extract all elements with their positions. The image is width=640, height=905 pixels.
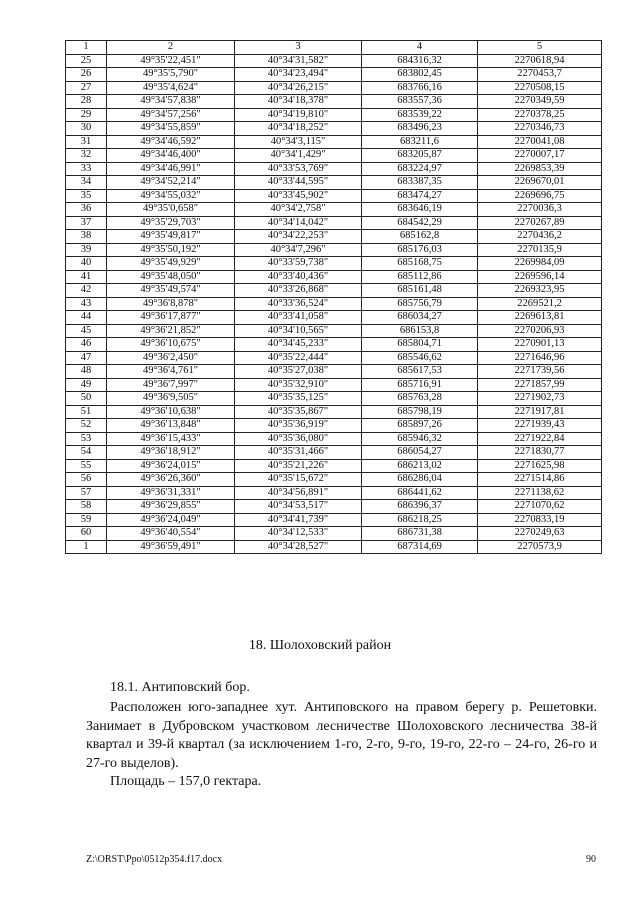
table-row	[66, 95, 602, 109]
table-cell: 34	[66, 176, 107, 190]
table-cell: 49°36'4,761"	[107, 365, 235, 379]
table-cell: 684542,29	[362, 216, 478, 230]
table-cell: 2271625,98	[478, 459, 602, 473]
table-row	[66, 365, 602, 379]
table-cell: 685804,71	[362, 338, 478, 352]
table-cell: 40°35'36,919"	[235, 419, 362, 433]
table-row	[66, 176, 602, 190]
table-cell: 49°34'55,859"	[107, 122, 235, 136]
table-row	[66, 297, 602, 311]
table-cell: 54	[66, 446, 107, 460]
table-cell: 49°36'29,855"	[107, 500, 235, 514]
table-cell: 685161,48	[362, 284, 478, 298]
table-cell: 686034,27	[362, 311, 478, 325]
table-cell: 686441,62	[362, 486, 478, 500]
table-cell: 2270206,93	[478, 324, 602, 338]
table-cell: 2269696,75	[478, 189, 602, 203]
table-cell: 49°34'52,214"	[107, 176, 235, 190]
table-row	[66, 257, 602, 271]
table-row	[66, 473, 602, 487]
table-cell: 40°35'32,910"	[235, 378, 362, 392]
table-cell: 55	[66, 459, 107, 473]
table-cell: 40°35'35,125"	[235, 392, 362, 406]
table-cell: 40°35'27,038"	[235, 365, 362, 379]
table-cell: 27	[66, 81, 107, 95]
table-row	[66, 311, 602, 325]
table-cell: 49°36'9,505"	[107, 392, 235, 406]
table-cell: 2271917,81	[478, 405, 602, 419]
table-cell: 26	[66, 68, 107, 82]
table-cell: 49°36'40,554"	[107, 527, 235, 541]
table-cell: 49°35'49,929"	[107, 257, 235, 271]
table-cell: 686054,27	[362, 446, 478, 460]
table-cell: 49°36'24,015"	[107, 459, 235, 473]
table-cell: 40°34'3,115"	[235, 135, 362, 149]
table-cell: 683474,27	[362, 189, 478, 203]
table-cell: 40°33'40,436"	[235, 270, 362, 284]
subsection-title: 18.1. Антиповский бор.	[110, 680, 250, 695]
table-cell: 683646,19	[362, 203, 478, 217]
table-cell: 40°34'41,739"	[235, 513, 362, 527]
table-cell: 40°33'44,595"	[235, 176, 362, 190]
table-cell: 2269596,14	[478, 270, 602, 284]
table-cell: 2270901,13	[478, 338, 602, 352]
table-cell: 25	[66, 54, 107, 68]
table-cell: 40°33'53,769"	[235, 162, 362, 176]
table-cell: 49°35'48,050"	[107, 270, 235, 284]
table-cell: 40°34'45,233"	[235, 338, 362, 352]
table-cell: 2269521,2	[478, 297, 602, 311]
table-cell: 40°34'56,891"	[235, 486, 362, 500]
table-cell: 40°34'23,494"	[235, 68, 362, 82]
table-cell: 40°34'31,582"	[235, 54, 362, 68]
table-cell: 56	[66, 473, 107, 487]
area-text: Площадь – 157,0 гектара.	[110, 774, 262, 789]
table-row	[66, 446, 602, 460]
table-cell: 686731,38	[362, 527, 478, 541]
table-cell: 683766,16	[362, 81, 478, 95]
table-cell: 49°36'31,331"	[107, 486, 235, 500]
table-cell: 49°35'29,703"	[107, 216, 235, 230]
table-cell: 2270508,15	[478, 81, 602, 95]
table-cell: 58	[66, 500, 107, 514]
table-row	[66, 203, 602, 217]
table-cell: 53	[66, 432, 107, 446]
table-cell: 40°34'28,527"	[235, 540, 362, 554]
header-cell-4: 4	[362, 41, 478, 55]
table-cell: 40°34'53,517"	[235, 500, 362, 514]
table-cell: 2270036,3	[478, 203, 602, 217]
table-cell: 38	[66, 230, 107, 244]
table-cell: 685763,28	[362, 392, 478, 406]
table-cell: 2271902,73	[478, 392, 602, 406]
table-cell: 686153,8	[362, 324, 478, 338]
table-cell: 49°36'13,848"	[107, 419, 235, 433]
table-cell: 49°36'26,360"	[107, 473, 235, 487]
table-cell: 684316,32	[362, 54, 478, 68]
table-cell: 40°34'22,253"	[235, 230, 362, 244]
table-cell: 2270453,7	[478, 68, 602, 82]
table-cell: 49°35'22,451"	[107, 54, 235, 68]
table-cell: 35	[66, 189, 107, 203]
header-cell-1: 1	[66, 41, 107, 55]
table-row	[66, 162, 602, 176]
table-row	[66, 540, 602, 554]
table-row	[66, 324, 602, 338]
table-cell: 2271646,96	[478, 351, 602, 365]
table-row	[66, 54, 602, 68]
table-cell: 49°35'49,817"	[107, 230, 235, 244]
page-number: 90	[586, 854, 596, 865]
table-cell: 47	[66, 351, 107, 365]
table-cell: 49°36'7,997"	[107, 378, 235, 392]
table-cell: 29	[66, 108, 107, 122]
table-row	[66, 486, 602, 500]
table-cell: 49°34'57,838"	[107, 95, 235, 109]
table-row	[66, 135, 602, 149]
table-row	[66, 351, 602, 365]
table-cell: 40°34'18,252"	[235, 122, 362, 136]
table-cell: 685756,79	[362, 297, 478, 311]
table-cell: 40°34'12,533"	[235, 527, 362, 541]
table-cell: 40°35'36,080"	[235, 432, 362, 446]
table-cell: 41	[66, 270, 107, 284]
table-cell: 40°35'31,466"	[235, 446, 362, 460]
table-cell: 31	[66, 135, 107, 149]
table-cell: 683539,22	[362, 108, 478, 122]
table-row	[66, 459, 602, 473]
table-cell: 40°33'26,868"	[235, 284, 362, 298]
table-cell: 40°35'15,672"	[235, 473, 362, 487]
table-cell: 57	[66, 486, 107, 500]
table-row	[66, 500, 602, 514]
table-row	[66, 270, 602, 284]
table-row	[66, 108, 602, 122]
table-cell: 2269323,95	[478, 284, 602, 298]
table-cell: 2270378,25	[478, 108, 602, 122]
table-cell: 49°34'57,256"	[107, 108, 235, 122]
header-cell-3: 3	[235, 41, 362, 55]
table-cell: 2270135,9	[478, 243, 602, 257]
table-cell: 2271070,62	[478, 500, 602, 514]
table-row	[66, 284, 602, 298]
table-cell: 2269984,09	[478, 257, 602, 271]
table-cell: 51	[66, 405, 107, 419]
section-title: 18. Шолоховский район	[248, 638, 392, 653]
header-cell-5: 5	[478, 41, 602, 55]
table-cell: 49°36'18,912"	[107, 446, 235, 460]
table-cell: 49°36'2,450"	[107, 351, 235, 365]
table-cell: 687314,69	[362, 540, 478, 554]
table-cell: 685798,19	[362, 405, 478, 419]
table-body	[66, 54, 602, 554]
table-cell: 36	[66, 203, 107, 217]
table-cell: 40°34'18,378"	[235, 95, 362, 109]
table-cell: 40	[66, 257, 107, 271]
table-cell: 685946,32	[362, 432, 478, 446]
table-cell: 49°35'5,790"	[107, 68, 235, 82]
table-cell: 44	[66, 311, 107, 325]
table-cell: 683802,45	[362, 68, 478, 82]
table-row	[66, 149, 602, 163]
table-cell: 40°34'7,296"	[235, 243, 362, 257]
table-cell: 40°35'21,226"	[235, 459, 362, 473]
table-cell: 2271514,86	[478, 473, 602, 487]
table-row	[66, 392, 602, 406]
table-row	[66, 68, 602, 82]
table-row	[66, 419, 602, 433]
table-cell: 40°34'19,810"	[235, 108, 362, 122]
coordinates-table	[65, 40, 602, 554]
table-cell: 685112,86	[362, 270, 478, 284]
table-row	[66, 122, 602, 136]
table-cell: 49°36'59,491"	[107, 540, 235, 554]
table-cell: 33	[66, 162, 107, 176]
table-cell: 52	[66, 419, 107, 433]
table-cell: 37	[66, 216, 107, 230]
table-cell: 40°33'41,058"	[235, 311, 362, 325]
table-cell: 48	[66, 365, 107, 379]
table-header-row	[66, 41, 602, 55]
table-cell: 685168,75	[362, 257, 478, 271]
table-cell: 685897,26	[362, 419, 478, 433]
table-cell: 49°36'10,638"	[107, 405, 235, 419]
table-cell: 59	[66, 513, 107, 527]
table-row	[66, 405, 602, 419]
table-row	[66, 338, 602, 352]
table-cell: 2269670,01	[478, 176, 602, 190]
table-cell: 686213,02	[362, 459, 478, 473]
table-row	[66, 189, 602, 203]
table-cell: 43	[66, 297, 107, 311]
table-cell: 2270436,2	[478, 230, 602, 244]
table-cell: 2270618,94	[478, 54, 602, 68]
table-cell: 42	[66, 284, 107, 298]
table-row	[66, 216, 602, 230]
table-cell: 40°33'36,524"	[235, 297, 362, 311]
table-row	[66, 513, 602, 527]
description-paragraph: Расположен юго-западнее хут. Антиповского на правом берегу р. Решетовки. Занимает в Дубровском участковом лесничестве Шолоховского лесничества 38-й квартал и 39-й квартал (за исключением 1-го, 2-го, 9-го, 19-го, 22-го – 24-го, 26-го и 27-го выделов).	[86, 700, 597, 771]
table-cell: 49°36'15,433"	[107, 432, 235, 446]
table-cell: 40°33'45,902"	[235, 189, 362, 203]
table-cell: 686286,04	[362, 473, 478, 487]
table-cell: 49°35'0,658"	[107, 203, 235, 217]
table-cell: 2271922,84	[478, 432, 602, 446]
table-cell: 40°33'59,738"	[235, 257, 362, 271]
table-row	[66, 230, 602, 244]
table-cell: 40°35'22,444"	[235, 351, 362, 365]
table-cell: 683496,23	[362, 122, 478, 136]
table-cell: 2269613,81	[478, 311, 602, 325]
table-cell: 40°34'14,042"	[235, 216, 362, 230]
table-cell: 683387,35	[362, 176, 478, 190]
table-row	[66, 81, 602, 95]
table-cell: 683211,6	[362, 135, 478, 149]
table-cell: 49°34'46,991"	[107, 162, 235, 176]
table-cell: 49°35'50,192"	[107, 243, 235, 257]
table-cell: 685176,03	[362, 243, 478, 257]
table-cell: 683224,97	[362, 162, 478, 176]
table-cell: 40°34'2,758"	[235, 203, 362, 217]
table-cell: 45	[66, 324, 107, 338]
table-cell: 2270833,19	[478, 513, 602, 527]
table-cell: 686218,25	[362, 513, 478, 527]
table-cell: 28	[66, 95, 107, 109]
table-cell: 2270041,08	[478, 135, 602, 149]
table-cell: 2270349,59	[478, 95, 602, 109]
table-cell: 49°36'21,852"	[107, 324, 235, 338]
table-cell: 49°36'17,877"	[107, 311, 235, 325]
table-row	[66, 243, 602, 257]
table-cell: 685716,91	[362, 378, 478, 392]
table-cell: 49°36'10,675"	[107, 338, 235, 352]
table-cell: 2271138,62	[478, 486, 602, 500]
table-cell: 49°35'4,624"	[107, 81, 235, 95]
table-cell: 2269853,39	[478, 162, 602, 176]
footer-file-path: Z:\ORST\Ppo\0512p354.f17.docx	[86, 854, 223, 865]
table-cell: 49°36'24,049"	[107, 513, 235, 527]
table-cell: 39	[66, 243, 107, 257]
header-cell-2: 2	[107, 41, 235, 55]
table-cell: 50	[66, 392, 107, 406]
table-cell: 2270346,73	[478, 122, 602, 136]
table-cell: 685546,62	[362, 351, 478, 365]
table-cell: 1	[66, 540, 107, 554]
table-cell: 30	[66, 122, 107, 136]
table-cell: 40°34'10,565"	[235, 324, 362, 338]
table-cell: 49°36'8,878"	[107, 297, 235, 311]
table-cell: 2270007,17	[478, 149, 602, 163]
table-cell: 49°34'55,032"	[107, 189, 235, 203]
table-cell: 60	[66, 527, 107, 541]
table-cell: 683557,36	[362, 95, 478, 109]
table-cell: 2270267,89	[478, 216, 602, 230]
table-cell: 685162,8	[362, 230, 478, 244]
table-cell: 49°35'49,574"	[107, 284, 235, 298]
table-cell: 49°34'46,592"	[107, 135, 235, 149]
table-row	[66, 432, 602, 446]
table-cell: 686396,37	[362, 500, 478, 514]
table-cell: 2270573,9	[478, 540, 602, 554]
table-cell: 2271939,43	[478, 419, 602, 433]
table-cell: 2270249,63	[478, 527, 602, 541]
table-cell: 2271739,56	[478, 365, 602, 379]
table-row	[66, 378, 602, 392]
table-cell: 32	[66, 149, 107, 163]
table-row	[66, 527, 602, 541]
table-cell: 40°35'35,867"	[235, 405, 362, 419]
table-cell: 49	[66, 378, 107, 392]
table-cell: 46	[66, 338, 107, 352]
table-cell: 2271857,99	[478, 378, 602, 392]
table-cell: 683205,87	[362, 149, 478, 163]
table-cell: 685617,53	[362, 365, 478, 379]
table-cell: 49°34'46,400"	[107, 149, 235, 163]
table-cell: 40°34'26,215"	[235, 81, 362, 95]
table-cell: 40°34'1,429"	[235, 149, 362, 163]
table-cell: 2271830,77	[478, 446, 602, 460]
